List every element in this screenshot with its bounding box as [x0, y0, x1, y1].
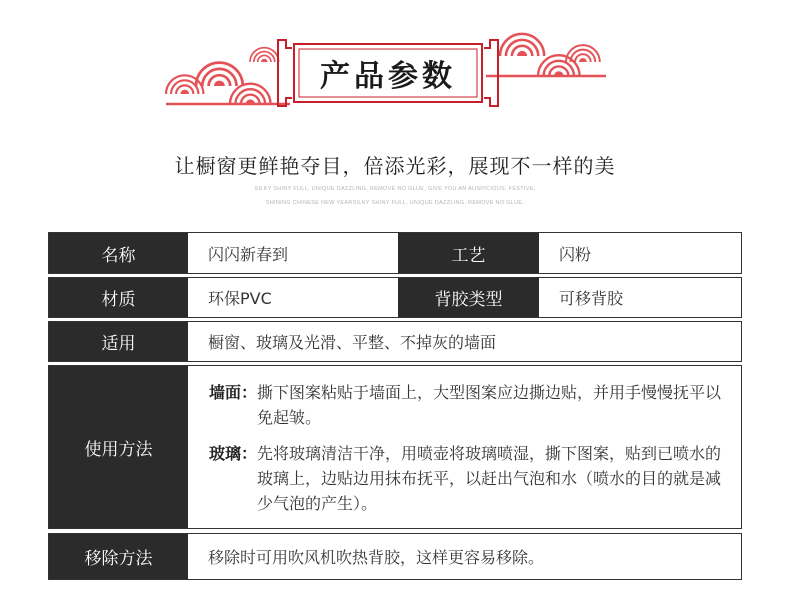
usage-glass-label: 玻璃： — [209, 444, 258, 463]
english-tagline-1: SILKY SHINY FULL, UNIQUE DAZZLING, REMOVE NO GLUE, GIVE YOU AN AUSPICIOUS, FESTIVE, — [254, 186, 536, 192]
apply-label: 适用 — [49, 322, 188, 361]
title-box — [281, 40, 495, 106]
page-subtitle: 让橱窗更鲜艳夺目，倍添光彩，展现不一样的美 — [174, 154, 616, 178]
usage-glass-text: 先将玻璃清洁干净，用喷壶将玻璃喷湿，撕下图案，贴到已喷水的玻璃上，边贴边用抹布抚平，以赶出气泡和水（喷水的目的就是减少气泡的产生）。 — [257, 444, 722, 513]
usage-wall-block — [209, 380, 725, 430]
usage-instructions — [209, 380, 725, 516]
usage-glass-block — [209, 441, 725, 516]
english-tagline-2: SHINING CHINESE NEW YEARSILKY SHINY FULL, UNIQUE DAZZLING, REMOVE NO GLUE, — [265, 200, 525, 206]
header-banner — [0, 0, 790, 120]
usage-label: 使用方法 — [49, 366, 188, 528]
usage-wall-label: 墙面： — [209, 383, 258, 402]
adhesive-value: 可移背胶 — [559, 289, 624, 308]
name-value: 闪闪新春到 — [208, 244, 289, 264]
craft-label: 工艺 — [398, 233, 539, 273]
table-row-usage — [48, 365, 742, 529]
name-label: 名称 — [49, 233, 188, 273]
table-row-removal — [48, 533, 742, 580]
material-label: 材质 — [49, 278, 188, 317]
removal-value: 移除时可用吹风机吹热背胶，这样更容易移除。 — [208, 548, 545, 567]
table-row-material — [48, 277, 742, 318]
adhesive-label: 背胶类型 — [398, 278, 539, 317]
craft-value: 闪粉 — [559, 244, 592, 264]
material-value: 环保PVC — [208, 289, 272, 308]
removal-label: 移除方法 — [49, 534, 188, 579]
apply-value: 橱窗、玻璃及光滑、平整、不掉灰的墙面 — [208, 333, 497, 352]
usage-wall-text: 撕下图案粘贴于墙面上，大型图案应边撕边贴，并用手慢慢抚平以免起皱。 — [257, 383, 722, 427]
table-row-name — [48, 232, 742, 274]
page-title: 产品参数 — [320, 59, 456, 94]
table-row-apply — [48, 321, 742, 362]
